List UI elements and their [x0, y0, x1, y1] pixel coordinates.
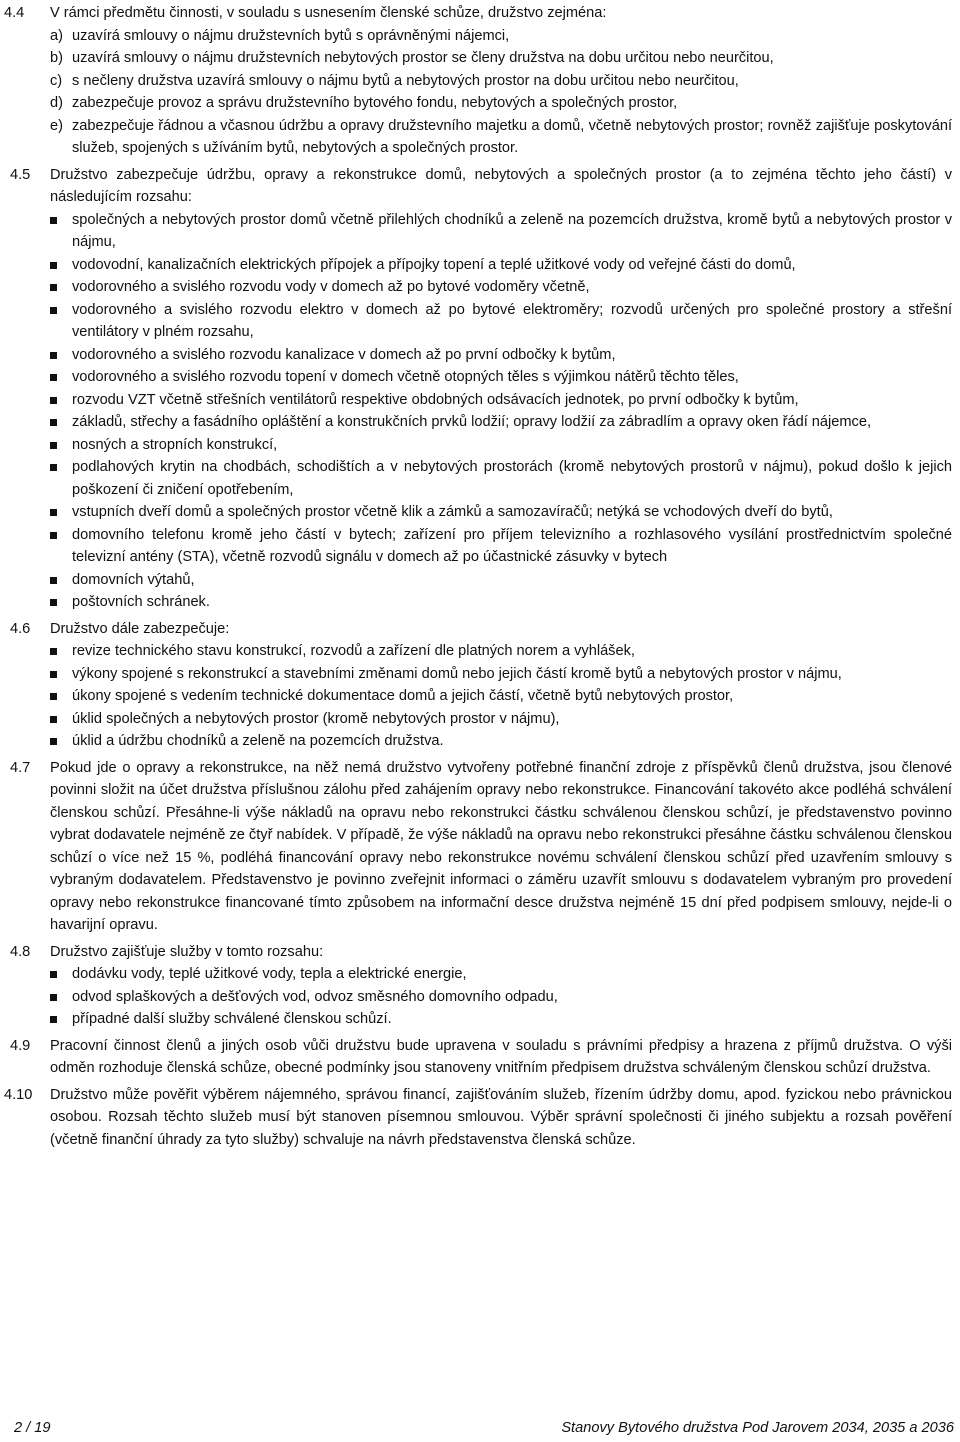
- square-bullet-icon: [50, 299, 72, 314]
- section-text: Pokud jde o opravy a rekonstrukce, na něž nemá družstvo vytvořeny potřebné finanční zdroje z příspěvků členů družstva, jsou členové povinni složit na účet družstva příslušnou zálohu před zahájením opravy nebo rekonstrukce. Financování takovéto akce podléhá schválení členskou schůzí. Přesáhne-li výše nákladů na opravu nebo rekonstrukci částku schválenou členskou schůzí, je představenstvo povinno vybrat dodavatele nejméně ze čtyř nabídek. V případě, že výše nákladů na opravu nebo rekonstrukci přesáhne částku schválenou členskou schůzí o více než 15 %, podléhá financování opravy nebo rekonstrukce novému schválení členskou schůzí před uzavřením smlouvy s vybraným dodavatelem. Představenstvo je povinno zveřejnit informaci o záměru uzavřít smlouvu s dodavatelem vybraným pro provedení opravy nebo rekonstrukce financované tímto způsobem na informační desce družstva nejméně 15 dní před podpisem smlouvy, nejde-li o havarijní opravu.: [50, 759, 952, 933]
- square-bullet-icon: [50, 456, 72, 471]
- sublist-item: [50, 92, 952, 115]
- bullet-item: [50, 591, 952, 614]
- bullet-item-text: podlahových krytin na chodbách, schodištích a v nebytových prostorách (kromě nebytových prostorů v nájmu), pokud došlo k jejich poškození či zničení opotřebením,: [72, 459, 952, 498]
- square-bullet-icon: [50, 708, 72, 723]
- section-number: 4.8: [10, 943, 31, 960]
- bullet-item-text: revize technického stavu konstrukcí, rozvodů a zařízení dle platných norem a vyhlášek,: [72, 643, 635, 659]
- square-bullet-icon: [50, 986, 72, 1001]
- sublist-item-label: b): [50, 50, 63, 66]
- sublist-item-label: e): [50, 117, 63, 134]
- bullet-item-text: výkony spojené s rekonstrukcí a stavebními změnami domů nebo jejich částí kromě bytů a nebytových prostor v nájmu,: [72, 665, 842, 682]
- bullet-item-text: vodorovného a svislého rozvodu elektro v domech až po bytové elektroměry; rozvodů určených pro společné prostory a střešní ventilátory v plném rozsahu,: [72, 301, 952, 340]
- section-number: 4.6: [10, 620, 31, 637]
- page-number: 2 / 19: [14, 1420, 51, 1436]
- bullet-item: [50, 366, 952, 389]
- page-footer: [14, 1418, 954, 1438]
- bullet-item: [50, 663, 952, 686]
- square-bullet-icon: [50, 591, 72, 606]
- square-bullet-icon: [50, 663, 72, 678]
- square-bullet-icon: [50, 209, 72, 224]
- sublist: [50, 25, 952, 160]
- bullet-item: [50, 276, 952, 299]
- section-text: Družstvo může pověřit výběrem nájemného, správou financí, zajišťováním služeb, řízením údržby domu, apod. fyzickou nebo právnickou osobou. Rozsah těchto služeb musí být stanoven písemnou smlouvou. Výběr správní společnosti či jiného subjektu a rozsah pověření (včetně finanční úhrady za tyto služby) schvaluje na návrh představenstva členská schůze.: [50, 1086, 952, 1148]
- square-bullet-icon: [50, 569, 72, 584]
- bullet-item: [50, 1008, 952, 1031]
- section-lead: V rámci předmětu činnosti, v souladu s usnesením členské schůze, družstvo zejména:: [50, 5, 607, 21]
- bullet-item-text: případné další služby schválené členskou schůzí.: [72, 1011, 392, 1027]
- section-number: 4.9: [10, 1037, 31, 1054]
- section-number: 4.10: [4, 1086, 33, 1103]
- square-bullet-icon: [50, 524, 72, 539]
- sublist-item-label: a): [50, 27, 63, 44]
- square-bullet-icon: [50, 685, 72, 700]
- bullet-item-text: úklid a údržbu chodníků a zeleně na pozemcích družstva.: [72, 733, 444, 749]
- sublist-item: [50, 25, 952, 48]
- bullet-item-text: domovního telefonu kromě jeho částí v bytech; zařízení pro příjem televizního a rozhlasového vysílání prostřednictvím společné televizní antény (STA), včetně rozvodů signálu v domech až po účastnické zásuvky v bytech: [72, 526, 952, 565]
- bullet-item-text: domovních výtahů,: [72, 571, 195, 588]
- section-lead: Družstvo zajišťuje služby v tomto rozsahu:: [50, 943, 324, 960]
- section-lead: Družstvo dále zabezpečuje:: [50, 620, 230, 637]
- bullet-item: [50, 524, 952, 569]
- square-bullet-icon: [50, 254, 72, 269]
- bullet-item: [50, 456, 952, 501]
- bullet-item: [50, 411, 952, 434]
- bullet-item: [50, 299, 952, 344]
- square-bullet-icon: [50, 1008, 72, 1023]
- square-bullet-icon: [50, 640, 72, 655]
- bullet-item-text: společných a nebytových prostor domů včetně přilehlých chodníků a zeleně na pozemcích družstva, kromě bytů a nebytových prostor v nájmu,: [72, 211, 952, 250]
- bullet-item: [50, 209, 952, 254]
- bullet-item-text: vodorovného a svislého rozvodu vody v domech až po bytové vodoměry včetně,: [72, 279, 590, 295]
- section-4-5: [0, 164, 956, 614]
- bullet-item-text: poštovních schránek.: [72, 594, 210, 610]
- section-4-10: [0, 1084, 956, 1152]
- bullet-item: [50, 344, 952, 367]
- bullet-item-text: vstupních dveří domů a společných prostor včetně klik a zámků a samozavíračů; netýká se vchodových dveří do bytů,: [72, 504, 833, 520]
- sublist-item-label: c): [50, 72, 63, 89]
- square-bullet-icon: [50, 276, 72, 291]
- square-bullet-icon: [50, 411, 72, 426]
- bullet-item: [50, 640, 952, 663]
- bullet-item: [50, 685, 952, 708]
- document-body: [0, 2, 956, 1151]
- section-number: 4.5: [10, 166, 31, 183]
- section-number: 4.7: [10, 759, 31, 776]
- section-number: 4.4: [4, 5, 25, 21]
- section-4-6: [0, 618, 956, 753]
- bullet-list: [50, 209, 952, 614]
- bullet-item: [50, 730, 952, 753]
- section-4-7: [0, 757, 956, 937]
- sublist-item: [50, 115, 952, 160]
- bullet-item-text: vodorovného a svislého rozvodu topení v domech včetně otopných těles s výjimkou nátěrů těchto těles,: [72, 369, 739, 385]
- bullet-item-text: základů, střechy a fasádního opláštění a konstrukčních prvků lodžií; opravy lodžií za zábradlím a opravy oken řádí nájemce,: [72, 414, 872, 430]
- section-lead: Družstvo zabezpečuje údržbu, opravy a rekonstrukce domů, nebytových a společných prostor (a to zejména těchto jeho částí) v následujícím rozsahu:: [50, 166, 952, 205]
- bullet-item-text: úkony spojené s vedením technické dokumentace domů a jejich částí, včetně bytů nebytových prostor,: [72, 688, 734, 704]
- bullet-item: [50, 501, 952, 524]
- bullet-item: [50, 963, 952, 986]
- square-bullet-icon: [50, 366, 72, 381]
- bullet-item: [50, 434, 952, 457]
- sublist-item-text: s nečleny družstva uzavírá smlouvy o nájmu bytů a nebytových prostor na dobu určitou nebo neurčitou,: [72, 72, 739, 89]
- bullet-item-text: dodávku vody, teplé užitkové vody, tepla a elektrické energie,: [72, 966, 467, 982]
- sublist-item: [50, 47, 952, 70]
- document-title: Stanovy Bytového družstva Pod Jarovem 2034, 2035 a 2036: [561, 1420, 954, 1436]
- bullet-item-text: úklid společných a nebytových prostor (kromě nebytových prostor v nájmu),: [72, 710, 560, 727]
- section-4-4: [0, 2, 956, 160]
- section-4-8: [0, 941, 956, 1031]
- sublist-item-text: zabezpečuje řádnou a včasnou údržbu a opravy družstevního majetku a domů, včetně nebytových prostor; rovněž zajišťuje poskytování služeb, spojených s užíváním bytů, nebytových a společných prostor.: [72, 117, 952, 156]
- bullet-item-text: vodorovného a svislého rozvodu kanalizace v domech až po první odbočky k bytům,: [72, 346, 616, 363]
- sublist-item-label: d): [50, 95, 63, 111]
- section-4-9: [0, 1035, 956, 1080]
- square-bullet-icon: [50, 963, 72, 978]
- bullet-item: [50, 569, 952, 592]
- sublist-item-text: zabezpečuje provoz a správu družstevního bytového fondu, nebytových a společných prostor,: [72, 95, 678, 111]
- bullet-item: [50, 986, 952, 1009]
- bullet-item: [50, 708, 952, 731]
- square-bullet-icon: [50, 344, 72, 359]
- bullet-item-text: odvod splaškových a dešťových vod, odvoz směsného domovního odpadu,: [72, 988, 558, 1005]
- section-text: Pracovní činnost členů a jiných osob vůči družstvu bude upravena v souladu s právními předpisy a hrazena z příjmů družstva. O výši odměn rozhoduje členská schůze, obecné podmínky jsou stanoveny vnitřním předpisem družstva schváleným členskou schůzí družstva.: [50, 1037, 952, 1076]
- sublist-item-text: uzavírá smlouvy o nájmu družstevních bytů s oprávněnými nájemci,: [72, 27, 510, 44]
- bullet-item: [50, 389, 952, 412]
- sublist-item: [50, 70, 952, 93]
- square-bullet-icon: [50, 501, 72, 516]
- square-bullet-icon: [50, 434, 72, 449]
- square-bullet-icon: [50, 730, 72, 745]
- sublist-item-text: uzavírá smlouvy o nájmu družstevních nebytových prostor se členy družstva na dobu určitou nebo neurčitou,: [72, 50, 774, 66]
- bullet-item-text: vodovodní, kanalizačních elektrických přípojek a přípojky topení a teplé užitkové vody od veřejné části do domů,: [72, 256, 796, 273]
- bullet-item-text: nosných a stropních konstrukcí,: [72, 436, 278, 453]
- bullet-list: [50, 640, 952, 753]
- square-bullet-icon: [50, 389, 72, 404]
- bullet-list: [50, 963, 952, 1031]
- bullet-item: [50, 254, 952, 277]
- bullet-item-text: rozvodu VZT včetně střešních ventilátorů respektive obdobných odsávacích jednotek, po první odbočky k bytům,: [72, 391, 799, 408]
